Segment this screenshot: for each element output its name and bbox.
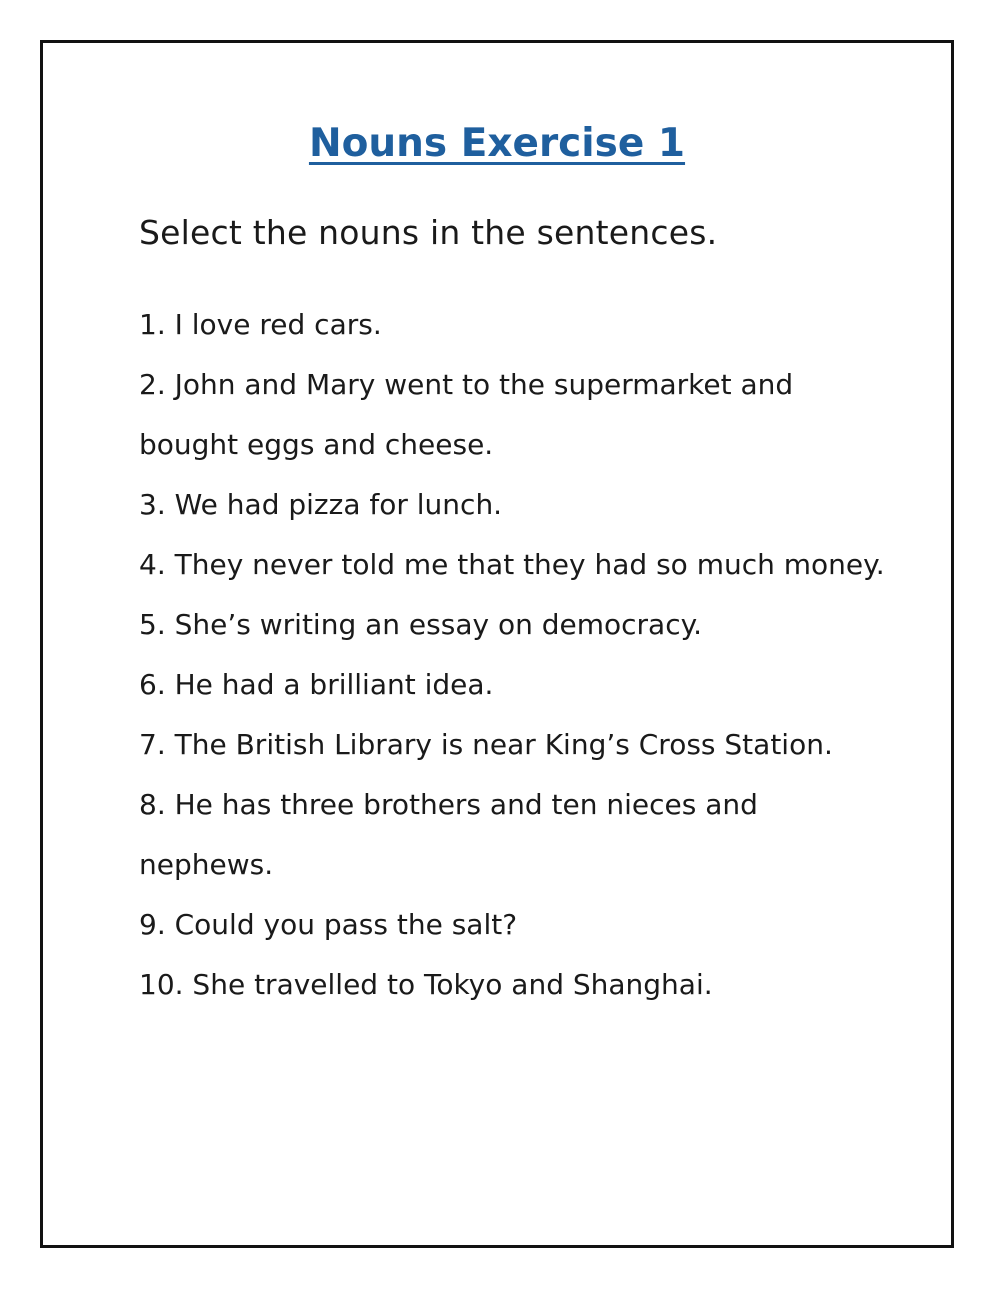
sentence-item[interactable]: 4. They never told me that they had so much money. <box>139 548 885 581</box>
sentence-list <box>139 295 899 1015</box>
worksheet-frame <box>40 40 954 1248</box>
sentence-item[interactable]: 3. We had pizza for lunch. <box>139 488 503 521</box>
sentence-item[interactable]: 9. Could you pass the salt? <box>139 908 518 941</box>
sentence-item[interactable]: 8. He has three brothers and ten nieces and nephews. <box>139 788 758 881</box>
sentence-item[interactable]: 10. She travelled to Tokyo and Shanghai. <box>139 968 713 1001</box>
sentence-item[interactable]: 2. John and Mary went to the supermarket and bought eggs and cheese. <box>139 368 794 461</box>
sentence-item[interactable]: 5. She’s writing an essay on democracy. <box>139 608 703 641</box>
sentence-item[interactable]: 1. I love red cars. <box>139 308 382 341</box>
worksheet-title: Nouns Exercise 1 <box>308 121 686 166</box>
instruction-text: Select the nouns in the sentences. <box>139 213 718 252</box>
sentence-item[interactable]: 6. He had a brilliant idea. <box>139 668 494 701</box>
sentence-item[interactable]: 7. The British Library is near King’s Cross Station. <box>139 728 833 761</box>
